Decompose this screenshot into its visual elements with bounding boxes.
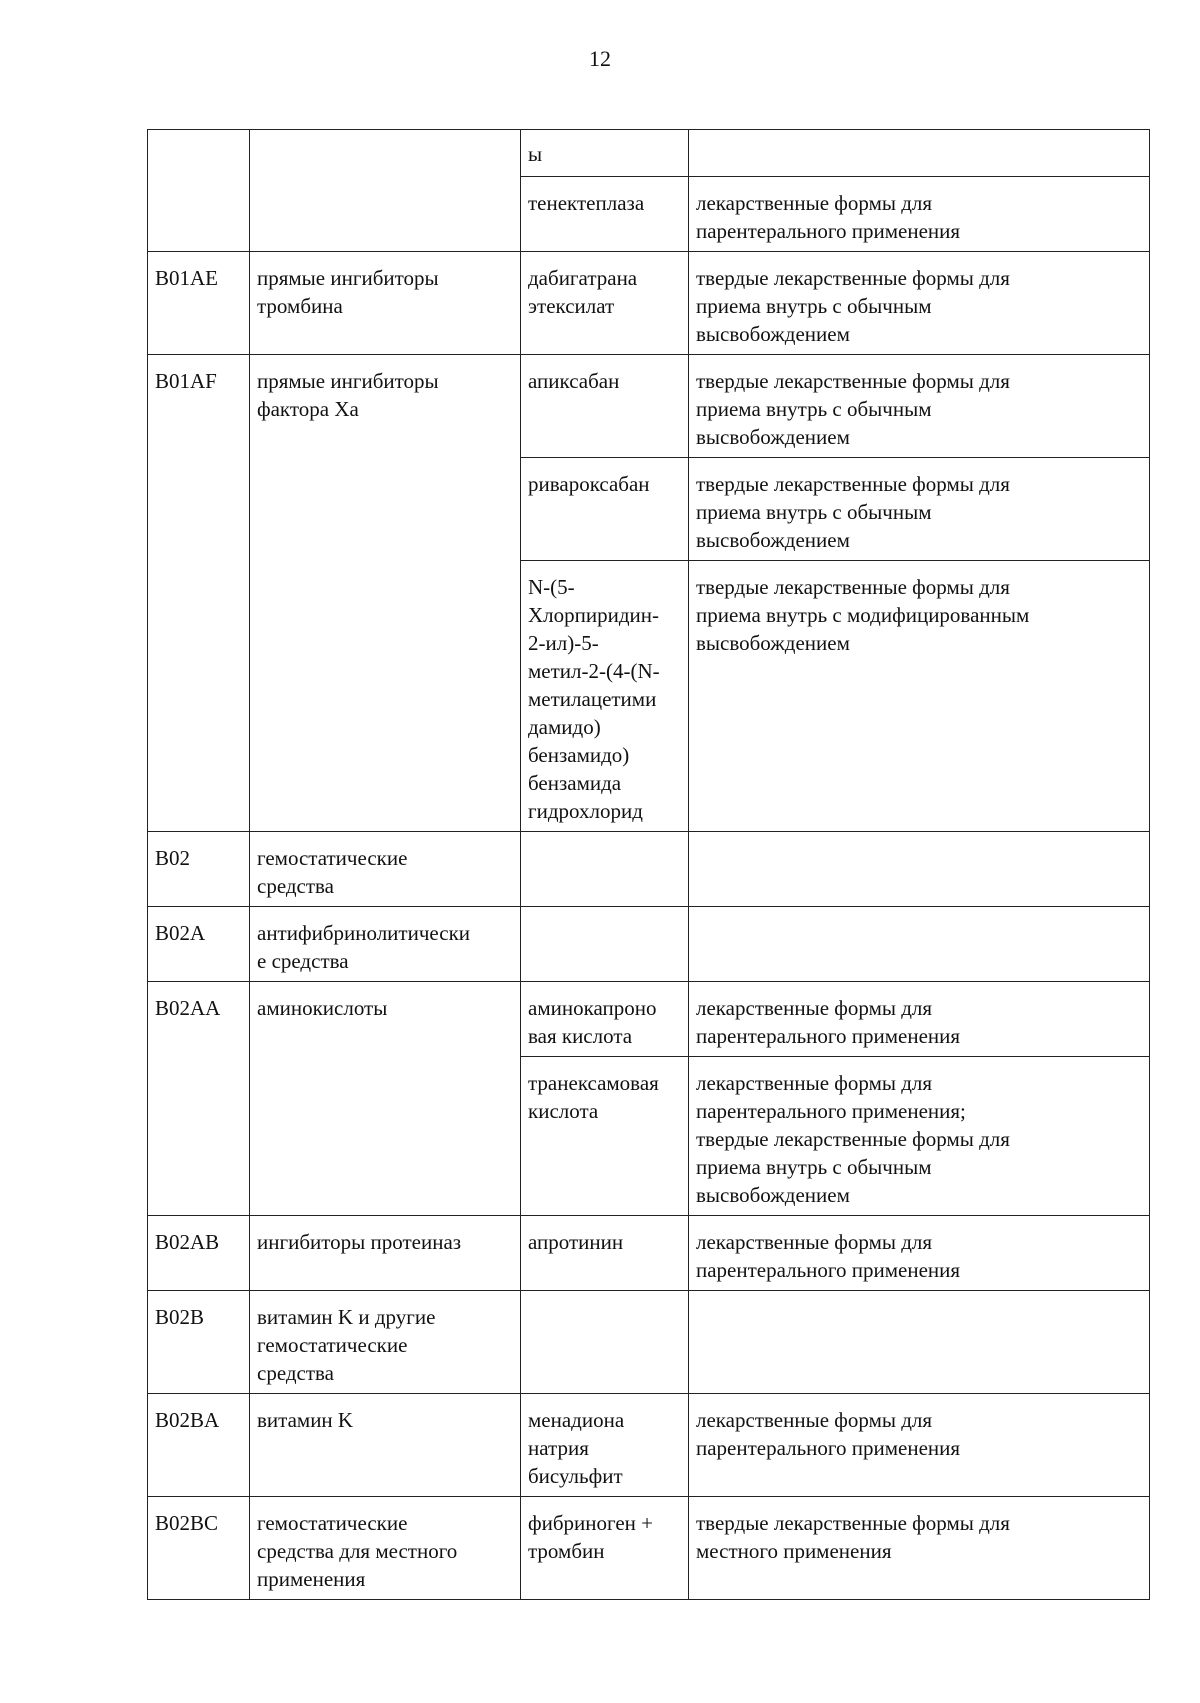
table-row: [148, 1216, 1150, 1291]
drug-cell: тенектеплаза: [521, 177, 689, 252]
group-cell: гемостатические средства для местного применения: [250, 1497, 521, 1600]
table-row: [148, 907, 1150, 982]
form-cell: [689, 832, 1150, 907]
atc-code-cell: B02AA: [148, 982, 250, 1216]
drug-cell: N-(5- Хлорпиридин- 2-ил)-5- метил-2-(4-(N- метилацетими дамидо) бензамидо) бензамида гидрохлорид: [521, 561, 689, 832]
drug-cell: фибриноген + тромбин: [521, 1497, 689, 1600]
drug-cell: аминокапроно вая кислота: [521, 982, 689, 1057]
group-cell: витамин K: [250, 1394, 521, 1497]
group-cell: [250, 130, 521, 252]
atc-code-cell: B01AE: [148, 252, 250, 355]
table-row: [148, 982, 1150, 1057]
group-cell: ингибиторы протеиназ: [250, 1216, 521, 1291]
form-cell: лекарственные формы для парентерального применения: [689, 1394, 1150, 1497]
group-cell: антифибринолитически е средства: [250, 907, 521, 982]
form-cell: твердые лекарственные формы для приема внутрь с модифицированным высвобождением: [689, 561, 1150, 832]
form-cell: лекарственные формы для парентерального применения: [689, 177, 1150, 252]
group-cell: гемостатические средства: [250, 832, 521, 907]
group-cell: аминокислоты: [250, 982, 521, 1216]
drug-cell: [521, 832, 689, 907]
atc-code-cell: B02B: [148, 1291, 250, 1394]
drug-cell: менадиона натрия бисульфит: [521, 1394, 689, 1497]
form-cell: твердые лекарственные формы для местного применения: [689, 1497, 1150, 1600]
table-row: [148, 252, 1150, 355]
atc-code-cell: [148, 130, 250, 252]
form-cell: лекарственные формы для парентерального применения: [689, 1216, 1150, 1291]
drug-cell: [521, 907, 689, 982]
table-row: [148, 130, 1150, 177]
table-row: [148, 832, 1150, 907]
atc-code-cell: B02BC: [148, 1497, 250, 1600]
atc-code-cell: B02BA: [148, 1394, 250, 1497]
atc-code-cell: B01AF: [148, 355, 250, 832]
form-cell: [689, 907, 1150, 982]
atc-code-cell: B02: [148, 832, 250, 907]
drug-cell: транексамовая кислота: [521, 1057, 689, 1216]
drug-cell: ривароксабан: [521, 458, 689, 561]
page-number: 12: [589, 46, 611, 71]
table-row: [148, 1394, 1150, 1497]
drug-classification-table: [147, 129, 1150, 1600]
drug-cell: дабигатрана этексилат: [521, 252, 689, 355]
drug-cell: апротинин: [521, 1216, 689, 1291]
form-cell: твердые лекарственные формы для приема внутрь с обычным высвобождением: [689, 355, 1150, 458]
form-cell: лекарственные формы для парентерального применения; твердые лекарственные формы для приема внутрь с обычным высвобождением: [689, 1057, 1150, 1216]
group-cell: прямые ингибиторы тромбина: [250, 252, 521, 355]
group-cell: витамин K и другие гемостатические средства: [250, 1291, 521, 1394]
drug-cell: апиксабан: [521, 355, 689, 458]
group-cell: прямые ингибиторы фактора Xa: [250, 355, 521, 832]
drug-cell: [521, 1291, 689, 1394]
table-row: [148, 1497, 1150, 1600]
atc-code-cell: B02A: [148, 907, 250, 982]
form-cell: твердые лекарственные формы для приема внутрь с обычным высвобождением: [689, 458, 1150, 561]
drug-cell: ы: [521, 130, 689, 177]
atc-code-cell: B02AB: [148, 1216, 250, 1291]
table-row: [148, 1291, 1150, 1394]
form-cell: [689, 1291, 1150, 1394]
form-cell: лекарственные формы для парентерального применения: [689, 982, 1150, 1057]
form-cell: [689, 130, 1150, 177]
form-cell: твердые лекарственные формы для приема внутрь с обычным высвобождением: [689, 252, 1150, 355]
table-row: [148, 355, 1150, 458]
